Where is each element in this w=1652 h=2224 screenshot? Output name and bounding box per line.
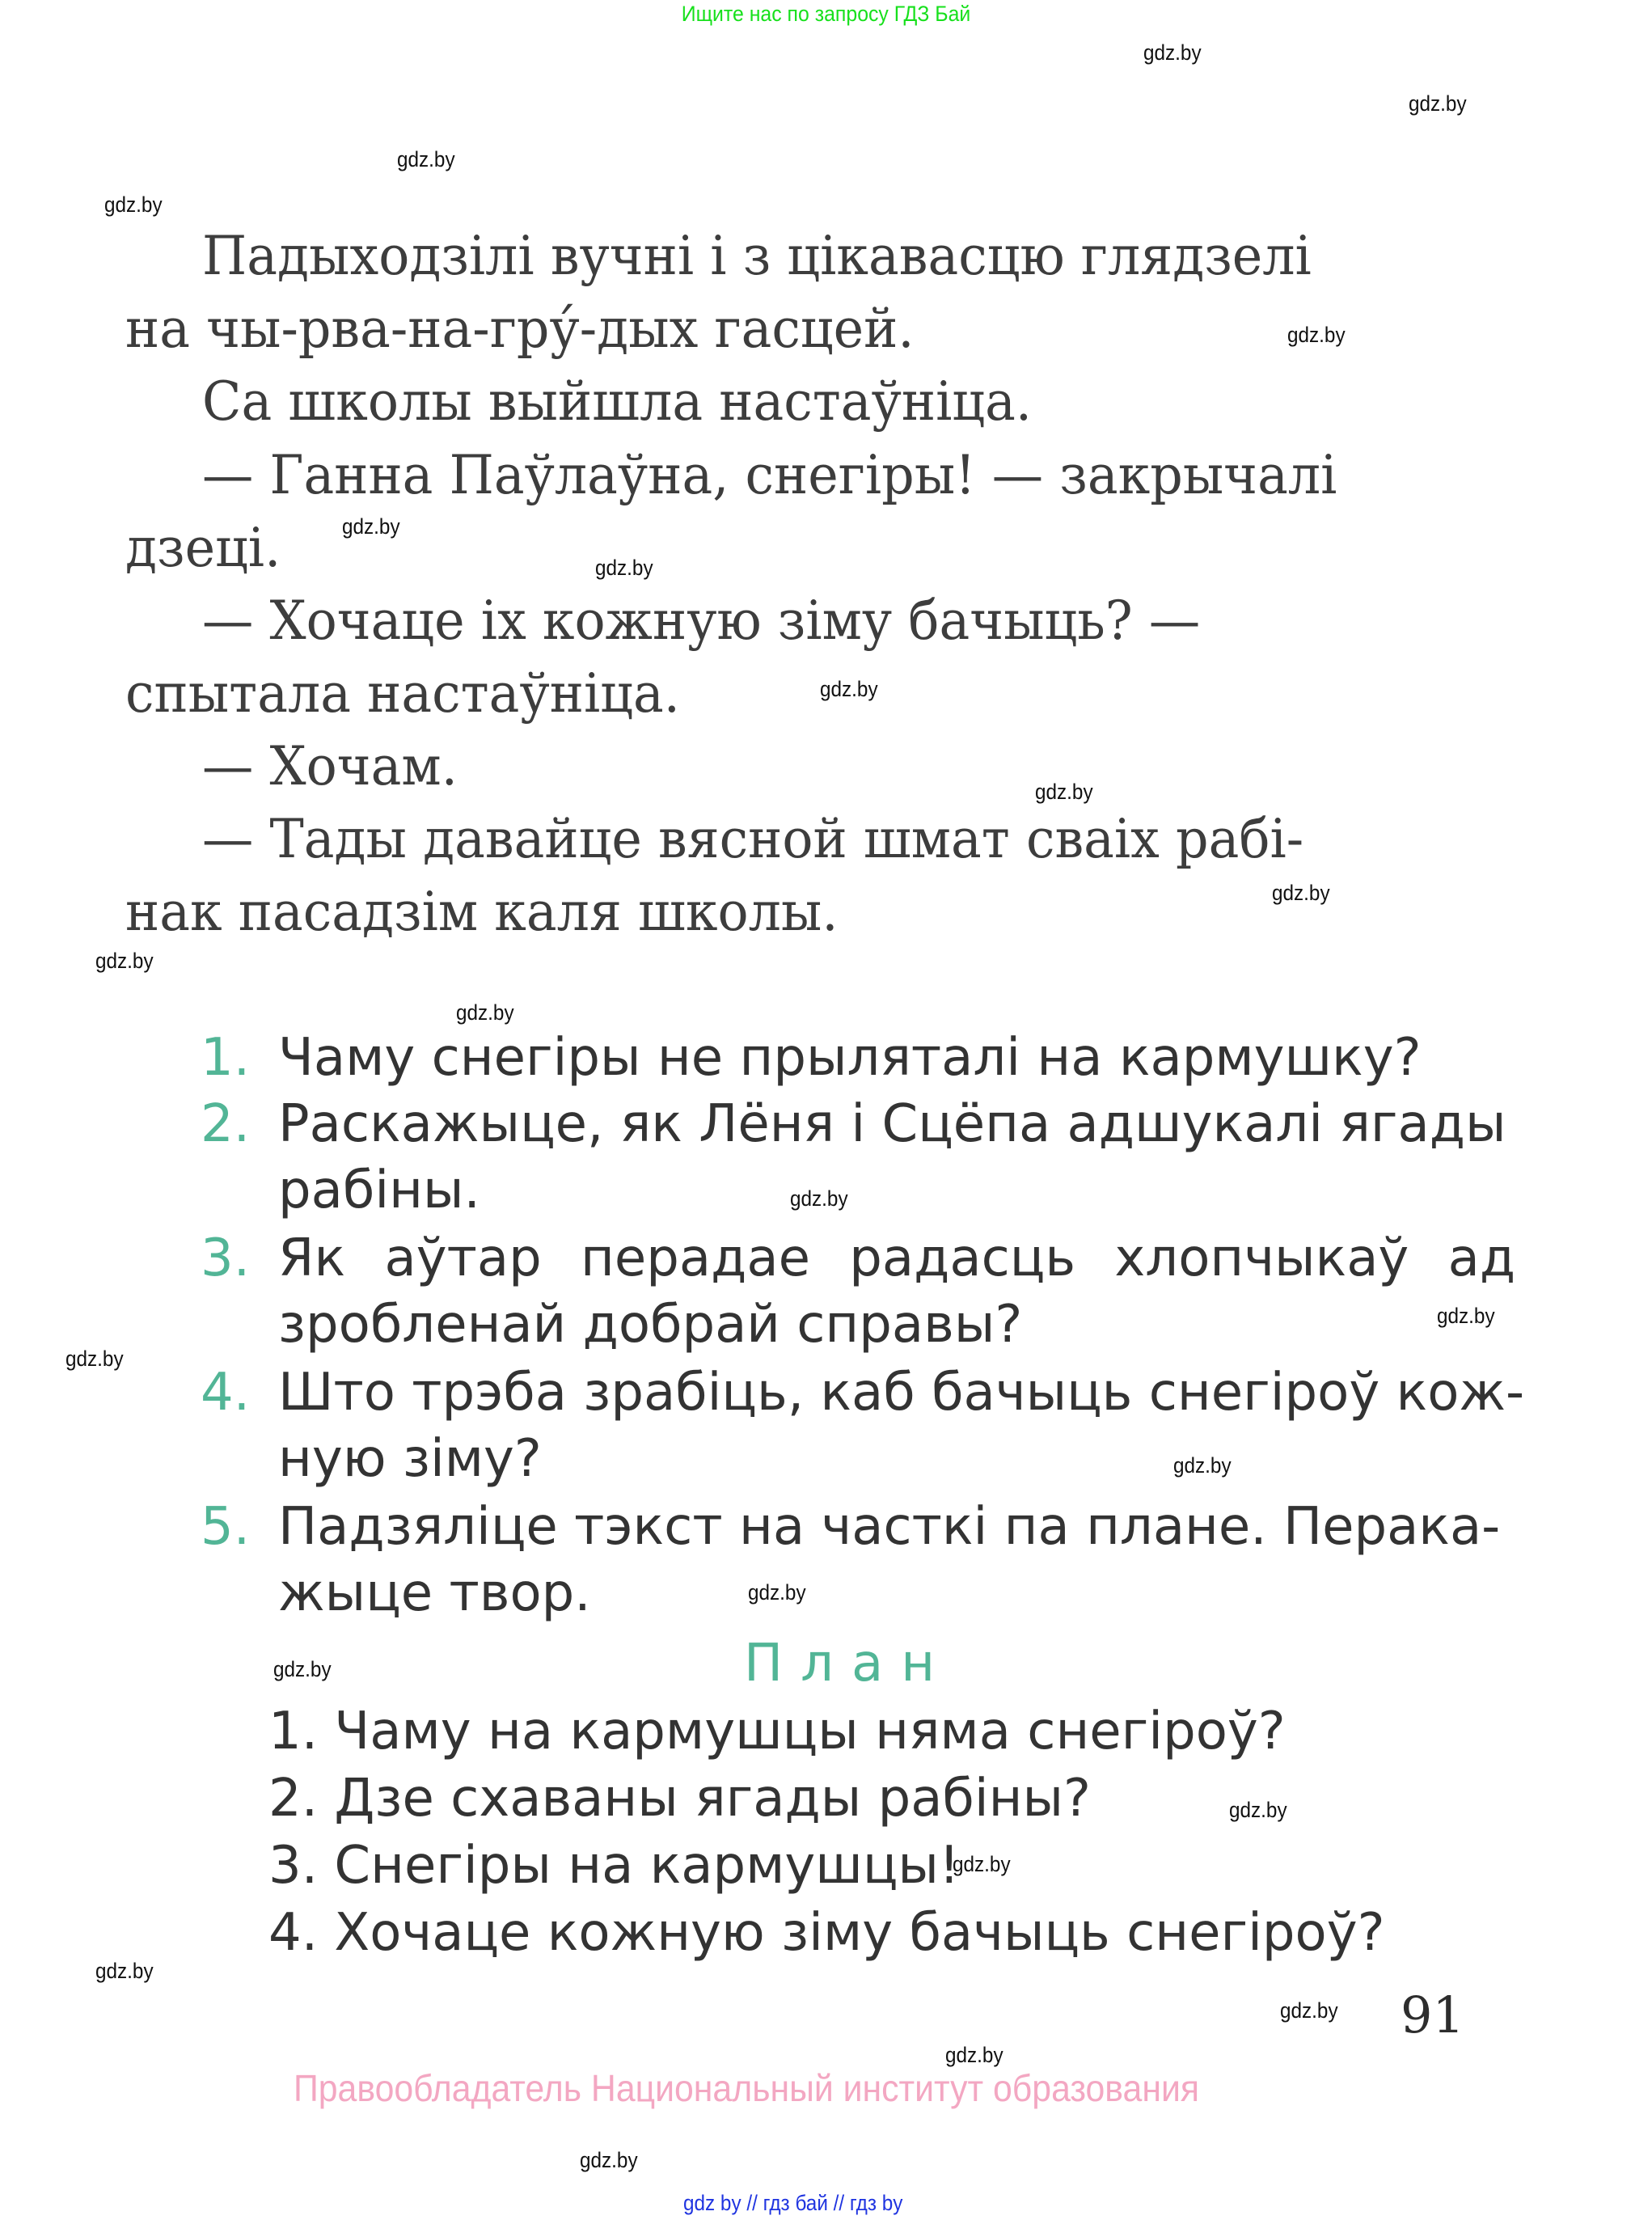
watermark: gdz.by	[1409, 91, 1467, 116]
watermark: gdz.by	[273, 1657, 332, 1681]
watermark: gdz.by	[456, 1000, 514, 1025]
copyright-notice: Правообладатель Национальный институт образования	[294, 2067, 1200, 2109]
watermark: gdz.by	[1437, 1304, 1495, 1328]
watermark: gdz.by	[790, 1186, 848, 1211]
question-number: 4.	[201, 1363, 251, 1423]
question-text: Як аўтар перадае радасць хлопчыкаў ад	[278, 1228, 1516, 1288]
watermark: gdz.by	[595, 556, 653, 580]
watermark: gdz.by	[945, 2043, 1003, 2067]
story-line: — Ганна Паўлаўна, снегіры! — закрычалі	[202, 444, 1337, 506]
question-text: Раскажыце, як Лёня і Сцёпа адшукалі ягады	[278, 1094, 1506, 1154]
top-search-banner: Ищите нас по запросу ГДЗ Бай	[681, 2, 971, 26]
question-text: Чаму снегіры не прыляталі на кармушку?	[278, 1028, 1422, 1088]
story-line: дзеці.	[125, 517, 281, 579]
plan-item: 4. Хочаце кожную зіму бачыць снегіроў?	[268, 1903, 1385, 1963]
plan-item: 3. Снегіры на кармушцы!	[268, 1836, 960, 1896]
question-number: 1.	[201, 1028, 251, 1088]
story-line: на чы-рва-на-гру́-дых гасцей.	[125, 298, 915, 360]
watermark: gdz.by	[397, 147, 455, 171]
question-text: зробленай добрай справы?	[278, 1295, 1023, 1355]
story-line: — Тады давайце вясной шмат сваіх рабі-	[202, 808, 1304, 870]
story-line: — Хочаце іх кожную зіму бачыць? —	[202, 590, 1201, 652]
watermark: gdz.by	[1287, 323, 1346, 347]
watermark: gdz.by	[820, 677, 878, 701]
question-number: 5.	[201, 1497, 251, 1557]
watermark: gdz.by	[342, 514, 400, 539]
story-line: нак пасадзім каля школы.	[125, 881, 839, 943]
question-number: 2.	[201, 1094, 251, 1154]
watermark: gdz.by	[65, 1347, 124, 1371]
watermark: gdz.by	[1035, 780, 1093, 804]
footer-links[interactable]: gdz by // гдз бай // гдз by	[683, 2191, 903, 2215]
watermark: gdz.by	[95, 1959, 154, 1983]
watermark: gdz.by	[580, 2148, 638, 2172]
plan-item: 1. Чаму на кармушцы няма снегіроў?	[268, 1702, 1286, 1761]
page-number: 91	[1401, 1985, 1464, 2044]
watermark: gdz.by	[104, 192, 163, 217]
watermark: gdz.by	[953, 1852, 1011, 1876]
watermark: gdz.by	[748, 1580, 806, 1605]
question-text: жыце твор.	[278, 1563, 591, 1623]
question-text: рабіны.	[278, 1161, 480, 1220]
watermark: gdz.by	[1143, 40, 1202, 65]
plan-item: 2. Дзе схаваны ягады рабіны?	[268, 1769, 1091, 1829]
question-text: Падзяліце тэкст на часткі па плане. Перака-	[278, 1497, 1501, 1557]
question-text: ную зіму?	[278, 1429, 542, 1489]
watermark: gdz.by	[1280, 1998, 1338, 2023]
story-line: Падыходзілі вучні і з цікавасцю глядзелі	[202, 225, 1312, 287]
watermark: gdz.by	[1272, 881, 1330, 905]
story-line: Са школы выйшла настаўніца.	[202, 370, 1033, 433]
watermark: gdz.by	[95, 949, 154, 973]
story-line: — Хочам.	[202, 735, 458, 797]
watermark: gdz.by	[1173, 1453, 1232, 1478]
watermark: gdz.by	[1229, 1798, 1287, 1822]
plan-title: План	[744, 1634, 953, 1693]
story-line: спытала настаўніца.	[125, 662, 680, 725]
question-text: Што трэба зрабіць, каб бачыць снегіроў кож-	[278, 1363, 1525, 1423]
question-number: 3.	[201, 1228, 251, 1288]
